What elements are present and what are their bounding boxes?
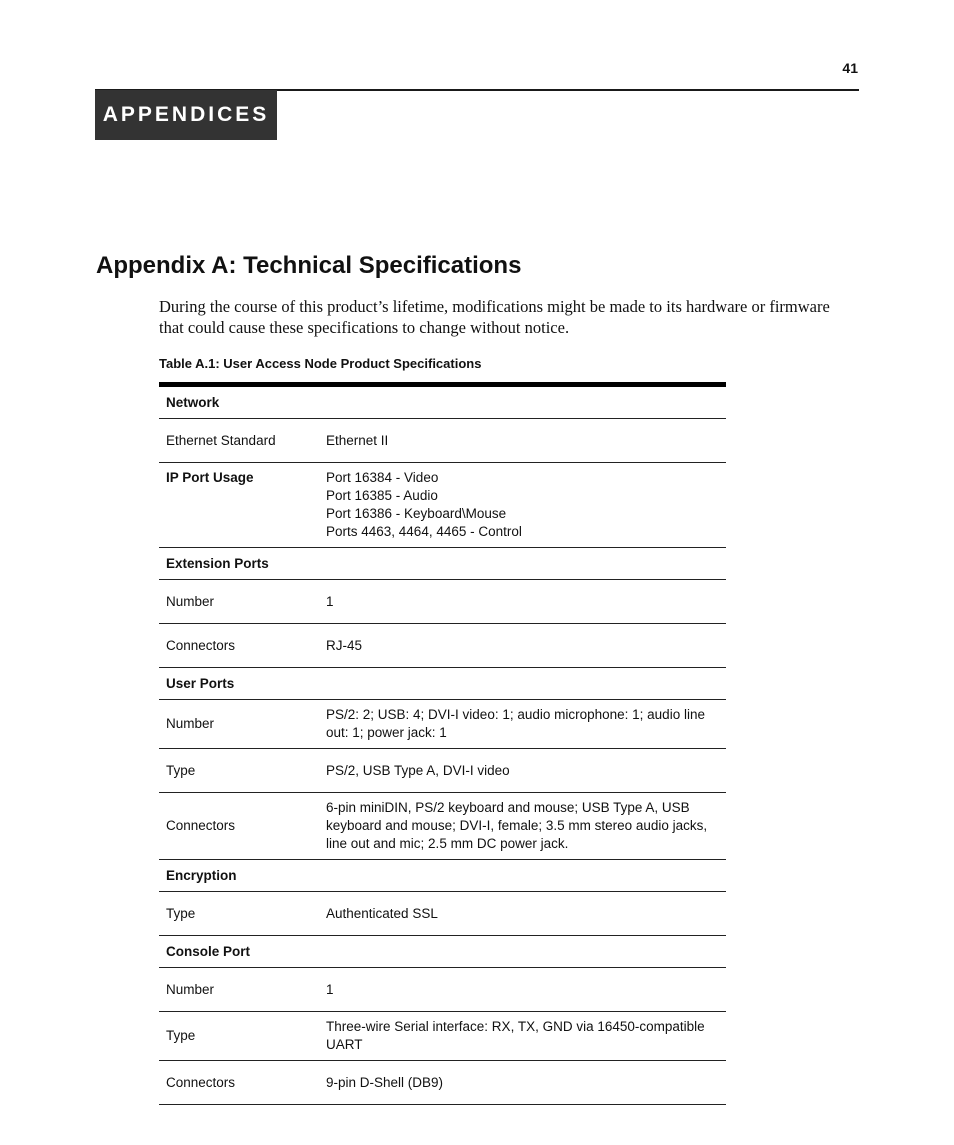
value-line: Port 16386 - Keyboard\Mouse — [326, 506, 507, 521]
row-label: Number — [159, 580, 319, 624]
row-label: Number — [159, 700, 319, 749]
row-value — [319, 463, 726, 548]
table-row — [159, 700, 726, 749]
row-value — [319, 968, 726, 1012]
value-line: Port 16384 - Video — [326, 470, 439, 485]
row-value — [319, 700, 726, 749]
intro-paragraph: During the course of this product’s lifetime, modifications might be made to its hardware or firmware that could cause these specifications to change without notice. — [159, 297, 830, 337]
row-value — [319, 419, 726, 463]
value-line: 1 — [326, 593, 334, 609]
row-label: Type — [159, 749, 319, 793]
row-label: IP Port Usage — [159, 463, 319, 548]
table-row — [159, 419, 726, 463]
row-label: Ethernet Standard — [159, 419, 319, 463]
row-label: Type — [159, 892, 319, 936]
value-line: Three-wire Serial interface: RX, TX, GND via 16450-compatible UART — [326, 1019, 705, 1052]
row-value — [319, 892, 726, 936]
table-row — [159, 968, 726, 1012]
value-line: Ethernet II — [326, 432, 389, 448]
row-label: Connectors — [159, 793, 319, 860]
row-value — [319, 793, 726, 860]
value-line: PS/2, USB Type A, DVI-I video — [326, 762, 510, 778]
row-value — [319, 580, 726, 624]
section-label: Extension Ports — [159, 548, 726, 580]
row-label: Type — [159, 1012, 319, 1061]
page-heading: Appendix A: Technical Specifications — [96, 252, 522, 279]
page-number: 41 — [842, 60, 858, 76]
table-row — [159, 624, 726, 668]
table-section-row — [159, 936, 726, 968]
row-label: Number — [159, 968, 319, 1012]
value-line: 6-pin miniDIN, PS/2 keyboard and mouse; USB Type A, USB keyboard and mouse; DVI-I, female; 3.5 mm stereo audio jacks, line out and mic; 2.5 mm DC power jack. — [326, 800, 708, 851]
value-line: 9-pin D-Shell (DB9) — [326, 1074, 444, 1090]
table-row — [159, 1061, 726, 1105]
row-label: Connectors — [159, 1061, 319, 1105]
value-line: 1 — [326, 981, 334, 997]
section-label: Encryption — [159, 860, 726, 892]
row-value — [319, 1061, 726, 1105]
table-section-row — [159, 860, 726, 892]
row-value — [319, 1012, 726, 1061]
table-section-row — [159, 548, 726, 580]
table-section-row — [159, 385, 726, 419]
row-label: Connectors — [159, 624, 319, 668]
table-row — [159, 580, 726, 624]
value-line: Ports 4463, 4464, 4465 - Control — [326, 524, 522, 539]
table-row — [159, 892, 726, 936]
table-section-row — [159, 668, 726, 700]
row-value — [319, 624, 726, 668]
section-label: Network — [159, 385, 726, 419]
value-line: PS/2: 2; USB: 4; DVI-I video: 1; audio microphone: 1; audio line out: 1; power jack: 1 — [326, 707, 705, 740]
value-line: Port 16385 - Audio — [326, 488, 438, 503]
table-row — [159, 1012, 726, 1061]
row-value — [319, 749, 726, 793]
section-label: Console Port — [159, 936, 726, 968]
table-row — [159, 463, 726, 548]
value-line: RJ-45 — [326, 637, 363, 653]
spec-table — [159, 382, 726, 1105]
value-line: Authenticated SSL — [326, 905, 438, 921]
spec-table-body — [159, 385, 726, 1105]
section-banner: APPENDICES — [95, 90, 277, 140]
table-caption: Table A.1: User Access Node Product Specifications — [159, 356, 482, 371]
section-label: User Ports — [159, 668, 726, 700]
table-row — [159, 749, 726, 793]
table-row — [159, 793, 726, 860]
